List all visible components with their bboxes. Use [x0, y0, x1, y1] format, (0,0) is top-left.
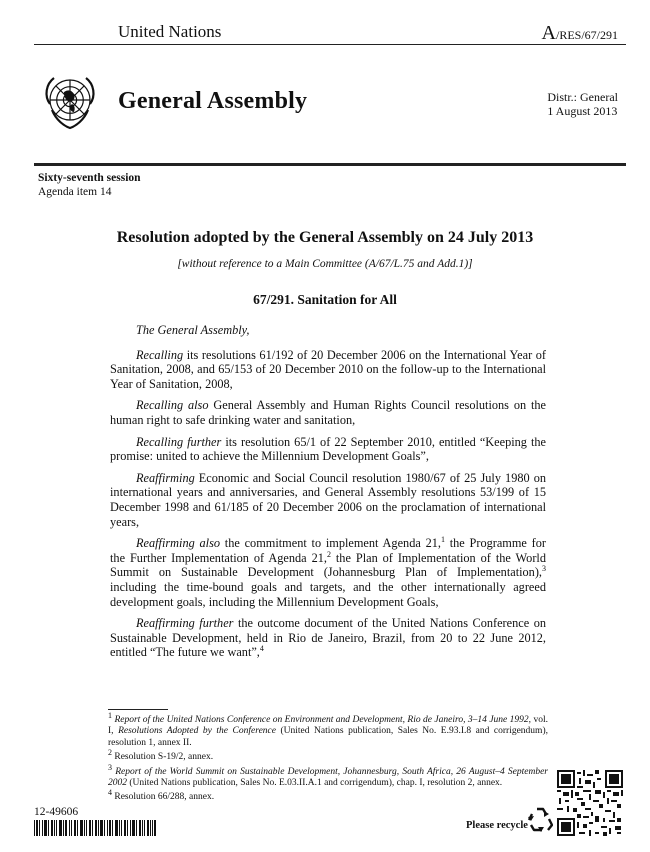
- footnote: $^4$ Resolution 66/288, annex.: [108, 788, 215, 803]
- distribution-label: Distr.: General: [547, 90, 618, 104]
- footnote: $^1$ Report of the United Nations Conference on Environment and Development, Rio de Janeiro, 3–14 June 1992, vol. I, Resolutions Adopted by the Conference (United Nations publication, Sales No. E.93.I.8 and corrigendum), resolution 1, annex II.: [108, 710, 549, 748]
- session-name: Sixty-seventh session: [38, 172, 141, 184]
- resolution-title: Resolution adopted by the General Assembly on 24 July 2013: [116, 229, 534, 246]
- footnote: $^3$ Report of the World Summit on Sustainable Development, Johannesburg, South Africa, 26 August–4 September 2002 (United Nations publication, Sales No. E.03.II.A.1 and corrigendum), chap. I, resolution 2, annex.: [108, 762, 548, 789]
- footnote-ref[interactable]: 1: [440, 535, 445, 545]
- un-emblem-icon: [38, 70, 102, 134]
- preamble-paragraph: Recalling also General Assembly and Human Rights Council resolutions on the human right to safe drinking water and sanitation,: [110, 398, 547, 427]
- document-number: 12-49606: [34, 806, 79, 818]
- body-opening: The General Assembly,: [136, 323, 250, 337]
- barcode-icon: [34, 820, 156, 836]
- footnote-ref[interactable]: 3: [542, 564, 546, 574]
- body-title: General Assembly: [118, 88, 308, 114]
- footnotes: [108, 710, 549, 807]
- footnote: $^2$ Resolution S-19/2, annex.: [108, 748, 214, 763]
- qr-code-icon: [557, 770, 623, 836]
- document-symbol-prefix: A: [541, 22, 556, 44]
- resolution-number-title: 67/291. Sanitation for All: [253, 292, 397, 307]
- recycle-icon: [527, 805, 553, 833]
- preamble-paragraph: Recalling its resolutions 61/192 of 20 December 2006 on the International Year of Sanitation, 2008, and 65/153 of 20 December 2010 on the follow-up to the International Year of Sanitation, 2008,: [110, 347, 546, 391]
- session-info: [38, 171, 141, 199]
- masthead-rule: [34, 163, 626, 166]
- footnote-ref[interactable]: 2: [326, 549, 331, 559]
- resolution-subtitle: [without reference to a Main Committee (A/67/L.75 and Add.1)]: [177, 258, 473, 270]
- preamble-paragraph: Reaffirming further the outcome document of the United Nations Conference on Sustainable Development, held in Rio de Janeiro, Brazil, from 20 to 22 June 2012, entitled “The future we want”,$^4$: [110, 616, 546, 660]
- header-organization: United Nations: [118, 22, 222, 41]
- footnote-ref[interactable]: 4: [259, 644, 264, 654]
- document-symbol: [542, 22, 618, 45]
- issue-date: 1 August 2013: [547, 104, 618, 118]
- document-symbol-suffix: /RES/67/291: [555, 28, 618, 42]
- header-rule: [34, 44, 626, 45]
- resolution-body: [110, 323, 546, 667]
- distribution-info: [547, 90, 618, 118]
- preamble-paragraph: Reaffirming Economic and Social Council resolution 1980/67 of 25 July 1980 on international years and anniversaries, and General Assembly resolutions 53/199 of 15 December 1998 and 61/185 of 20 December 2006 on the proclamation of international years,: [110, 470, 546, 529]
- agenda-item: Agenda item 14: [38, 186, 112, 198]
- recycle-label: Please recycle: [466, 820, 528, 831]
- preamble-paragraph: Recalling further its resolution 65/1 of 22 September 2010, entitled “Keeping the promise: united to achieve the Millennium Development Goals”,: [110, 434, 547, 464]
- footnote-rule: [108, 709, 168, 710]
- preamble-paragraph: Reaffirming also the commitment to implement Agenda 21,$^1$ the Programme for the Further Implementation of Agenda 21,$^2$ the Plan of Implementation of the World Summit on Sustainable Development (Johannesburg Plan of Implementation),$^3$ including the time-bound goals and targets, and the other internationally agreed development goals, including the Millennium Development Goals,: [110, 535, 547, 609]
